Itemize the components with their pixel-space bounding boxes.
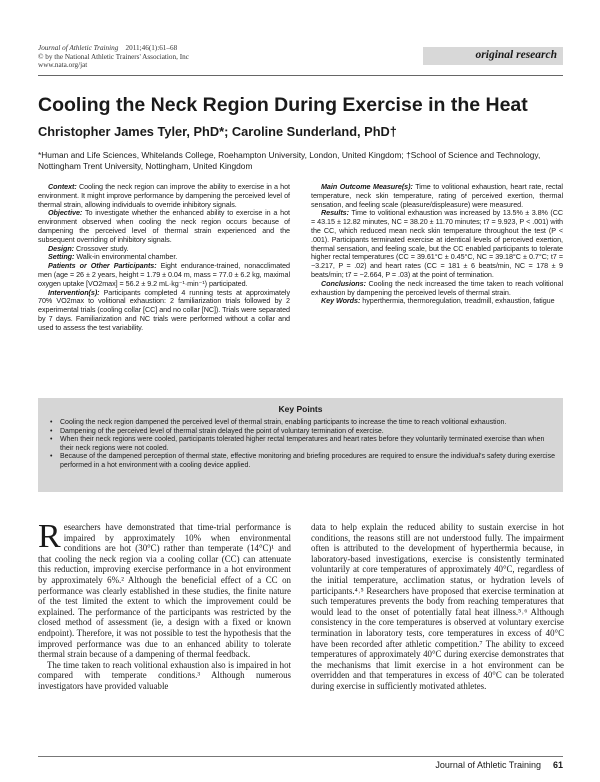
page-footer	[435, 760, 563, 770]
abstract-results: Results: Time to volitional exhaustion was increased by 13.5% ± 3.8% (CC = 43.15 ± 12.82 minutes, NC = 38.20 ± 11.70 minutes; t7 = 9.923, P < .001) with the CC, which reduced mean neck skin temperature throughout the test (P < .001). Participants terminated exercise at identical levels of perceived exertion, thermal sensation, and feeling scale, but the CC enabled participants to tolerate higher rectal temperatures (CC = 39.61°C ± 0.45°C, NC = 39.18°C ± 0.7°C; t7 = −3.217, P = .02) and heart rates (CC = 181 ± 6 beats/min, NC = 178 ± 9 beats/min; t7 = −2.664, P = .03) at the point of termination.	[311, 208, 563, 279]
author-list: Christopher James Tyler, PhD*; Caroline Sunderland, PhD†	[38, 124, 397, 139]
abstract-right-column	[311, 183, 563, 306]
body-right-column	[311, 522, 564, 692]
abstract-setting: Setting: Walk-in environmental chamber.	[48, 252, 178, 262]
citation: 2011;46(1):61–68	[125, 44, 178, 52]
body-paragraph: data to help explain the reduced ability to sustain exercise in hot conditions, the reasons still are not understood fully. The impairment often is attributed to the development of hyperthermia because, in laboratory-based investigations, exercise is consistently terminated voluntarily at core temperatures of approximately 40°C, regardless of the initial temperature, acclimation status, or hydration levels of participants.⁴˒⁵ Researchers have proposed that exercise termination at such temperatures prevents the body from reaching temperatures that would lead to the onset of potentially fatal heat illness.⁵˒⁶ Although consistency in the core temperatures is observed at voluntary exercise termination in laboratory tests, core temperatures in excess of 40°C have been recorded after athletic competition.⁷ The ability to exceed temperatures of approximately 40°C during exercise demonstrates that the mechanisms that limit exercise in a hot environment can be overridden and that temperatures in excess of 40°C can be tolerated during exercise in sufficiently motivated athletes.	[311, 522, 564, 691]
abstract-interventions: Intervention(s): Participants completed 4 running tests at approximately 70% VO2max to volitional exhaustion: 2 familiarization trials followed by 2 experimental trials (cooling collar [CC] and no collar [NC]). Trials were separated by 7 days. Familiarization and NC trials were performed without a collar and used to assess the test variability.	[38, 287, 290, 332]
section-badge	[423, 47, 563, 65]
footer-rule	[38, 756, 563, 757]
abstract-outcome: Main Outcome Measure(s): Time to volitional exhaustion, heart rate, rectal temperature, neck skin temperature, rating of perceived exertion, thermal sensation, and feeling scale (pleasure/displeasure) were measured.	[311, 182, 563, 209]
abstract-participants: Patients or Other Participants: Eight endurance-trained, nonacclimated men (age = 26 ± 2 years, height = 1.79 ± 0.04 m, mass = 77.0 ± 6.2 kg, maximal oxygen uptake [VO2max] = 56.2 ± 9.2 mL·kg⁻¹·min⁻¹) participated.	[38, 261, 290, 288]
abstract-context: Context: Cooling the neck region can improve the ability to exercise in a hot environment. It might improve performance by dampening the perceived level of thermal strain, allowing individuals to override inhibitory signals.	[38, 182, 291, 209]
abstract-left-column	[38, 183, 290, 333]
key-points-list	[50, 419, 555, 471]
affiliations: *Human and Life Sciences, Whitelands College, Roehampton University, London, United Kingdom; †School of Science and Technology, Nottingham Trent University, Nottingham, United Kingdom	[38, 150, 541, 171]
journal-metadata	[38, 44, 338, 70]
abstract-keywords: Key Words: hyperthermia, thermoregulation, treadmill, exhaustion, fatigue	[321, 296, 555, 306]
article-title: Cooling the Neck Region During Exercise in the Heat	[38, 94, 528, 116]
key-points-box	[38, 398, 563, 492]
key-point: • When their neck regions were cooled, participants tolerated higher rectal temperatures and heart rates before they voluntarily terminated exercise than when their neck regions were not cooled.	[50, 436, 555, 453]
key-points-title: Key Points	[278, 404, 323, 414]
drop-cap: R	[38, 518, 61, 555]
body-paragraph: The time taken to reach volitional exhaustion also is impaired in hot compared with temperate conditions.³ Although numerous investigators have provided valuable	[38, 659, 291, 691]
abstract-design: Design: Crossover study.	[48, 243, 129, 253]
body-paragraph: Researchers have demonstrated that time-trial performance is impaired by approximately 10% when environmental conditions are hot (30°C) rather than temperate (14°C)¹ and that cooling the neck region via a cooling collar (CC) can attenuate this reduction, improving exercise performance in a hot environment by approximately 6%.² Although the beneficial effect of a CC on performance was clearly established in these studies, the finite nature of the test limited the extent to which the improvement could be explained. The performance of the participants was restricted by the closed method of assessment (ie, a design with a fixed or known endpoint). Therefore, it was not possible to test the hypothesis that the improved performance was due to an enhanced ability to tolerate thermal strain because of a dampening of thermal feedback.	[38, 518, 291, 660]
journal-name: Journal of Athletic Training	[38, 44, 119, 52]
abstract-objective: Objective: To investigate whether the enhanced ability to exercise in a hot environment observed when cooling the neck region occurs because of dampening the perceived level of thermal strain experienced and the subsequent overriding of inhibitory signals.	[38, 208, 290, 244]
section-badge-label: original research	[475, 49, 557, 61]
journal-url[interactable]: www.nata.org/jat	[38, 61, 88, 70]
key-point: • Because of the dampened perception of thermal state, effective monitoring and briefing procedures are required to ensure the individual's safety during exercise performed in a hot environment with a cooling device applied.	[50, 453, 555, 470]
body-left-column	[38, 518, 291, 692]
header-rule	[38, 75, 563, 76]
key-point: • Cooling the neck region dampened the perceived level of thermal strain, enabling participants to increase the time to reach volitional exhaustion.	[50, 419, 555, 428]
footer-journal: Journal of Athletic Training	[435, 760, 541, 770]
abstract-conclusions: Conclusions: Cooling the neck increased the time taken to reach volitional exhaustion by dampening the perceived levels of thermal strain.	[311, 278, 563, 297]
key-point: • Dampening of the perceived level of thermal strain delayed the point of voluntary termination of exercise.	[50, 428, 555, 437]
copyright-line: © by the National Athletic Trainers' Association, Inc	[38, 52, 189, 61]
page-number: 61	[552, 760, 563, 770]
